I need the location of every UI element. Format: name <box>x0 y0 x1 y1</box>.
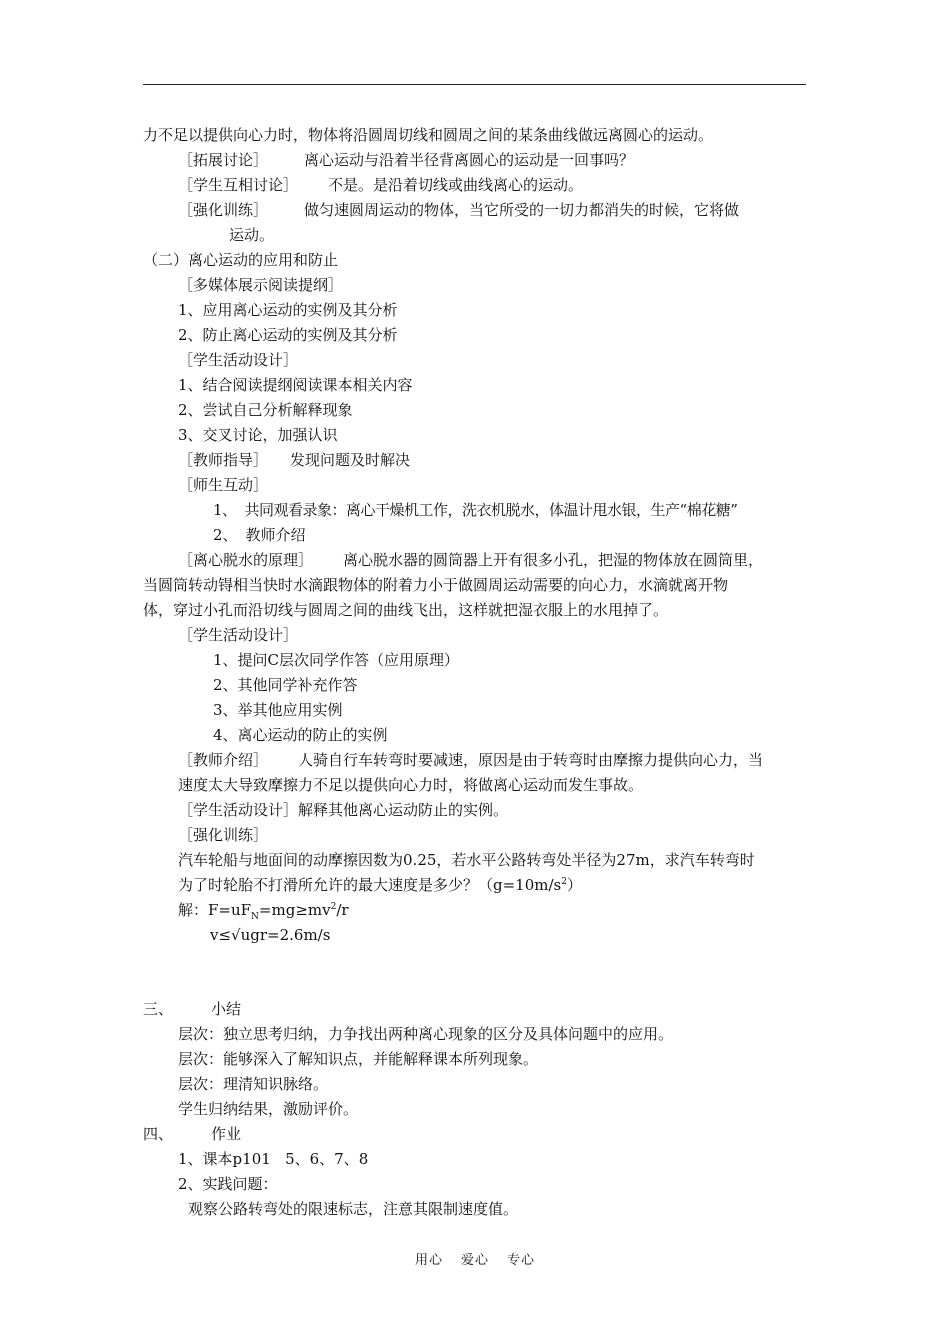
list-item: 1、课本p101 5、6、7、8 <box>178 1150 369 1168</box>
text-line: 当圆筒转动锝相当快时水滴跟物体的附着力小于做圆周运动需要的向心力，水滴就离开物 <box>143 576 729 594</box>
list-item: 3、交叉讨论，加强认识 <box>178 426 338 444</box>
text-line: 层次：理清知识脉络。 <box>178 1075 329 1093</box>
header-rule <box>143 84 806 85</box>
text-line: 学生归纳结果，激励评价。 <box>178 1100 359 1118</box>
equation-line: v≤√ugr=2.6m/s <box>210 926 331 944</box>
text-content: 教师介绍 <box>245 526 306 544</box>
text-content: ） <box>566 876 582 894</box>
section-heading: （二）离心运动的应用和防止 <box>143 251 339 269</box>
text-line: 观察公路转弯处的限速标志，注意其限制速度值。 <box>188 1200 519 1218</box>
text-line <box>178 875 582 895</box>
list-item: 2、防止离心运动的实例及其分析 <box>178 326 398 344</box>
text-line: 力不足以提供向心力时，物体将沿圆周切线和圆周之间的某条曲线做远离圆心的运动。 <box>143 126 714 144</box>
section-heading <box>143 999 241 1019</box>
list-number: 1、 <box>213 501 237 519</box>
list-item: 2、尝试自己分析解释现象 <box>178 401 353 419</box>
section-tag: ［拓展讨论］ <box>178 151 269 169</box>
section-number: 四、 <box>143 1125 174 1143</box>
text-line: 体，穿过小孔而沿切线与圆周之间的曲线飞出，这样就把湿衣服上的水甩掉了。 <box>143 601 669 619</box>
list-item: 1、提问C层次同学作答（应用原理） <box>213 651 460 669</box>
text-line <box>178 550 763 570</box>
equation-part: =mg≥mv <box>258 901 331 919</box>
page-footer <box>0 1249 950 1268</box>
equation-part: 解：F=uF <box>178 901 252 919</box>
text-line: 层次：能够深入了解知识点，并能解释课本所列现象。 <box>178 1050 539 1068</box>
text-line: ［强化训练］ <box>178 826 269 844</box>
text-content: 为了时轮胎不打滑所允许的最大速度是多少？（g=10m/s <box>178 876 562 894</box>
text-line: ［学生活动设计］ <box>178 626 299 644</box>
equation-part: /r <box>336 901 349 919</box>
text-line: 汽车轮船与地面间的动摩擦因数为0.25，若水平公路转弯处半径为27m，求汽车转弯时 <box>178 851 755 869</box>
footer-text: 用心 <box>414 1253 443 1268</box>
section-tag: ［离心脱水的原理］ <box>178 551 314 569</box>
text-line: ［学生活动设计］ <box>178 351 299 369</box>
text-line <box>178 150 634 170</box>
footer-text: 专心 <box>507 1253 536 1268</box>
section-number: 三、 <box>143 1000 174 1018</box>
text-line: 速度太大导致摩擦力不足以提供向心力时，将做离心运动而发生事故。 <box>178 776 644 794</box>
list-item: 2、其他同学补充作答 <box>213 676 358 694</box>
list-number: 2、 <box>213 526 238 544</box>
text-line: ［学生活动设计］解释其他离心运动防止的实例。 <box>178 801 509 819</box>
list-item: 3、举其他应用实例 <box>213 701 343 719</box>
text-content: 离心脱水器的圆筒器上开有很多小孔，把湿的物体放在圆筒里， <box>343 551 764 569</box>
superscript: 2 <box>561 877 567 887</box>
section-tag: ［教师指导］ <box>178 451 269 469</box>
text-content: 共同观看录象：离心干燥机工作，洗衣机脱水，体温计甩水银，生产“棉花糖” <box>244 501 738 519</box>
section-heading <box>143 1124 241 1144</box>
list-item: 2、实践问题： <box>178 1175 278 1193</box>
section-tag: ［强化训练］ <box>178 201 269 219</box>
text-content: 发现问题及时解决 <box>290 451 411 469</box>
list-item <box>213 525 306 545</box>
text-line <box>178 450 410 470</box>
text-line <box>178 200 739 220</box>
list-item: 4、离心运动的防止的实例 <box>213 726 388 744</box>
text-content: 不是。是沿着切线或曲线离心的运动。 <box>328 176 584 194</box>
text-line: 运动。 <box>229 226 275 244</box>
superscript: 2 <box>330 902 337 912</box>
section-title: 作业 <box>211 1125 242 1143</box>
footer-text: 爱心 <box>460 1253 489 1268</box>
list-item: 1、应用离心运动的实例及其分析 <box>178 301 398 319</box>
list-item: 1、结合阅读提纲阅读课本相关内容 <box>178 376 413 394</box>
text-line <box>178 175 583 195</box>
text-line: ［师生互动］ <box>178 476 269 494</box>
text-content: 人骑自行车转弯时要减速，原因是由于转弯时由摩擦力提供向心力，当 <box>298 751 764 769</box>
text-line <box>178 750 763 770</box>
section-tag: ［学生互相讨论］ <box>178 176 299 194</box>
list-item <box>213 500 737 520</box>
text-content: 离心运动与沿着半径背离圆心的运动是一回事吗？ <box>304 151 635 169</box>
text-content: 做匀速圆周运动的物体，当它所受的一切力都消失的时候，它将做 <box>304 201 740 219</box>
text-line: ［多媒体展示阅读提纲］ <box>178 276 344 294</box>
subscript: N <box>251 912 259 922</box>
text-line: 层次：独立思考归纳，力争找出两种离心现象的区分及具体问题中的应用。 <box>178 1025 674 1043</box>
equation-line <box>178 900 349 920</box>
section-tag: ［教师介绍］ <box>178 751 269 769</box>
section-title: 小结 <box>211 1000 242 1018</box>
